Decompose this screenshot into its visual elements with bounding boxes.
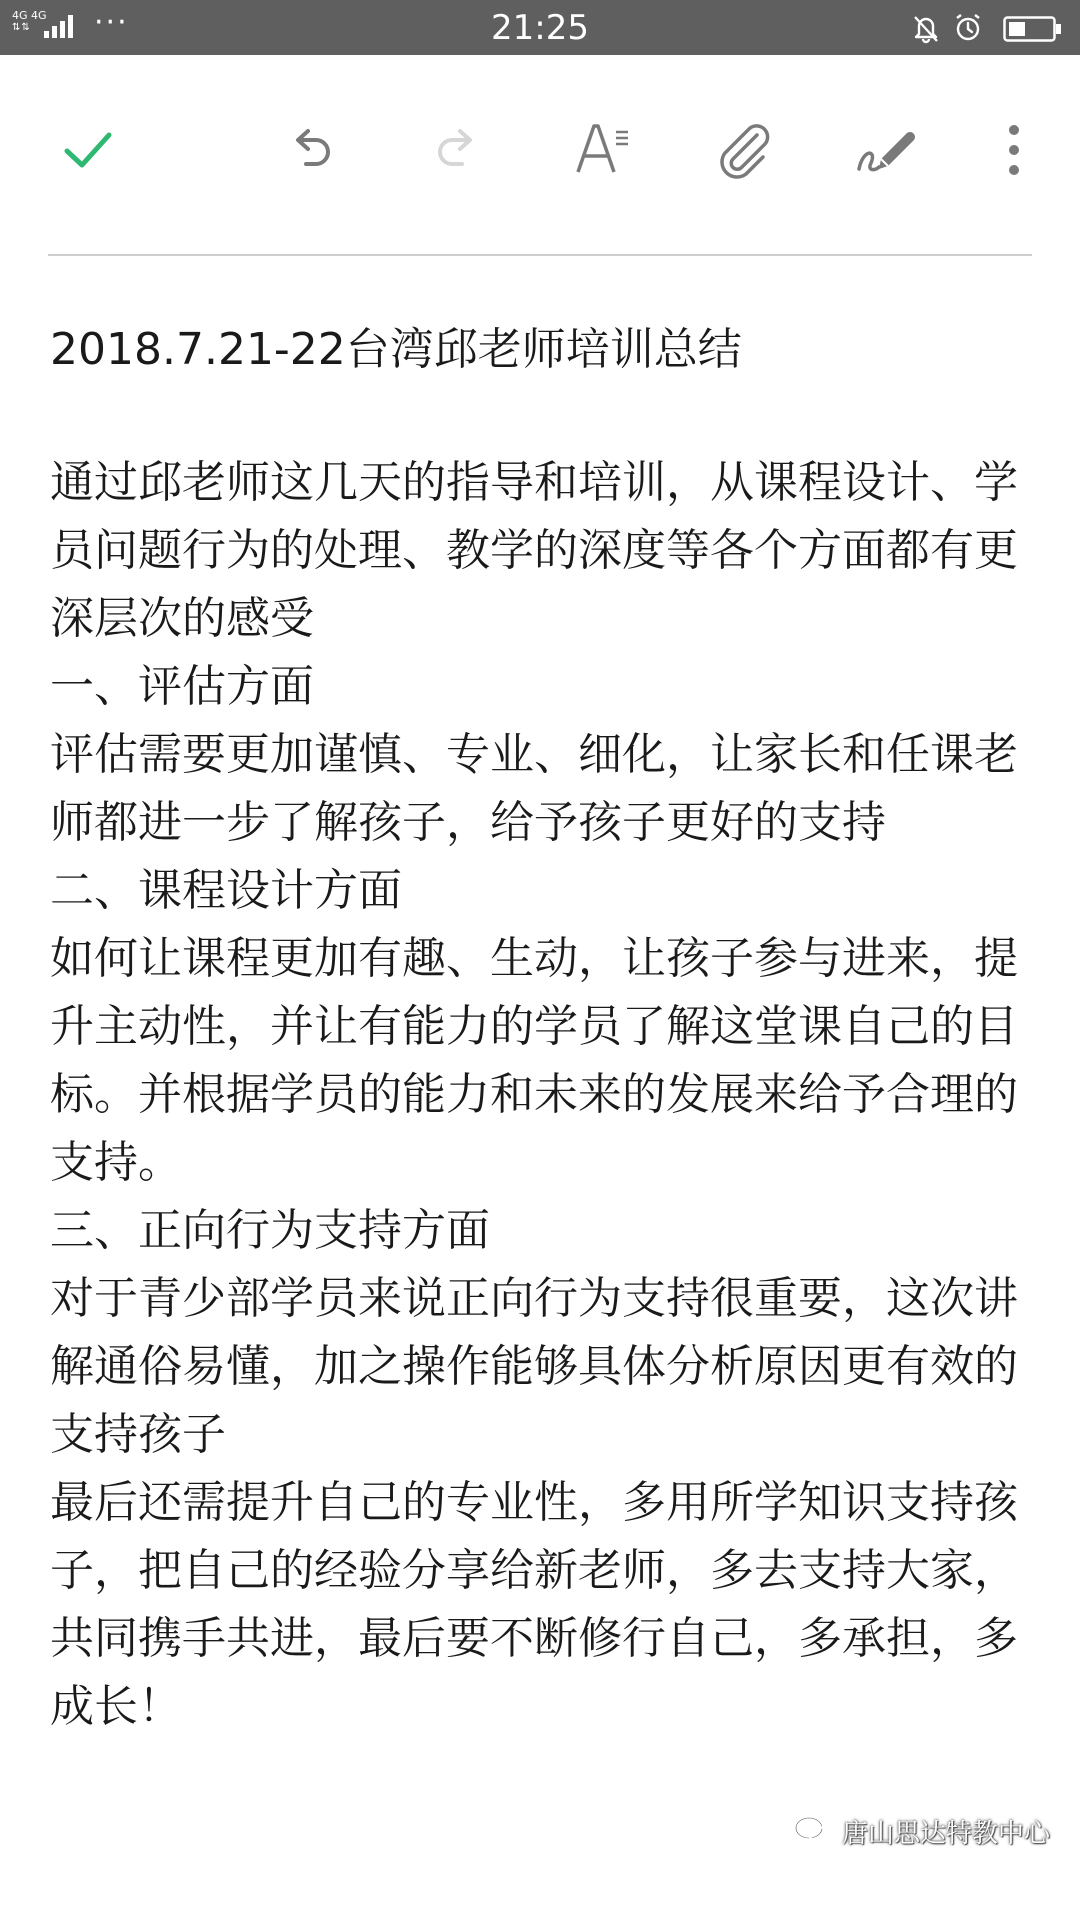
- toolbar-divider: [48, 254, 1032, 256]
- note-body[interactable]: [50, 449, 1020, 1741]
- handwriting-pen-icon: [855, 119, 921, 181]
- note-editor[interactable]: [50, 315, 1020, 1741]
- note-paragraph: 评估需要更加谨慎、专业、细化，让家长和任课老师都进一步了解孩子，给予孩子更好的支持: [50, 729, 1018, 848]
- paperclip-icon: [713, 119, 775, 181]
- note-title[interactable]: 2018.7.21-22台湾邱老师培训总结: [50, 324, 742, 375]
- checkmark-icon: [61, 123, 115, 177]
- clock: 21:25: [491, 8, 589, 48]
- section-heading-curriculum: 二、课程设计方面: [50, 865, 402, 916]
- note-paragraph: 如何让课程更加有趣、生动，让孩子参与进来，提升主动性，并让有能力的学员了解这堂课自己的目标。并根据学员的能力和未来的发展来给予合理的支持。: [50, 933, 1018, 1188]
- more-options-button[interactable]: [974, 110, 1054, 190]
- note-paragraph: 对于青少部学员来说正向行为支持很重要，这次讲解通俗易懂，加之操作能够具体分析原因更有效的支持孩子: [50, 1273, 1018, 1460]
- more-vertical-icon: [1004, 122, 1024, 178]
- section-heading-behavior-support: 三、正向行为支持方面: [50, 1205, 490, 1256]
- handwriting-button[interactable]: [848, 110, 928, 190]
- watermark-text: 唐山思达特教中心: [841, 1819, 1050, 1849]
- redo-button[interactable]: [416, 110, 496, 190]
- status-bar: [0, 0, 1080, 55]
- save-button[interactable]: [48, 110, 128, 190]
- wechat-official-account-icon: [794, 1815, 834, 1849]
- text-format-button[interactable]: [562, 110, 642, 190]
- undo-button[interactable]: [272, 110, 352, 190]
- network-arrows: ⇅⇅: [12, 22, 31, 33]
- battery-icon: [1003, 16, 1063, 42]
- alarm-clock-icon: [952, 12, 984, 44]
- notification-dots: ···: [94, 5, 129, 40]
- section-heading-evaluation: 一、评估方面: [50, 661, 314, 712]
- redo-icon: [428, 122, 484, 178]
- note-paragraph: 通过邱老师这几天的指导和培训，从课程设计、学员问题行为的处理、教学的深度等各个方面都有更深层次的感受: [50, 457, 1018, 644]
- editor-toolbar: [0, 55, 1080, 255]
- note-paragraph: 最后还需提升自己的专业性，多用所学知识支持孩子，把自己的经验分享给新老师，多去支持大家，共同携手共进，最后要不断修行自己，多承担，多成长！: [50, 1477, 1018, 1732]
- watermark: [794, 1813, 1050, 1850]
- text-format-icon: [570, 118, 634, 182]
- undo-icon: [284, 122, 340, 178]
- attach-button[interactable]: [704, 110, 784, 190]
- silent-bell-icon: [910, 12, 942, 44]
- network-label: 4G 4G: [12, 9, 47, 22]
